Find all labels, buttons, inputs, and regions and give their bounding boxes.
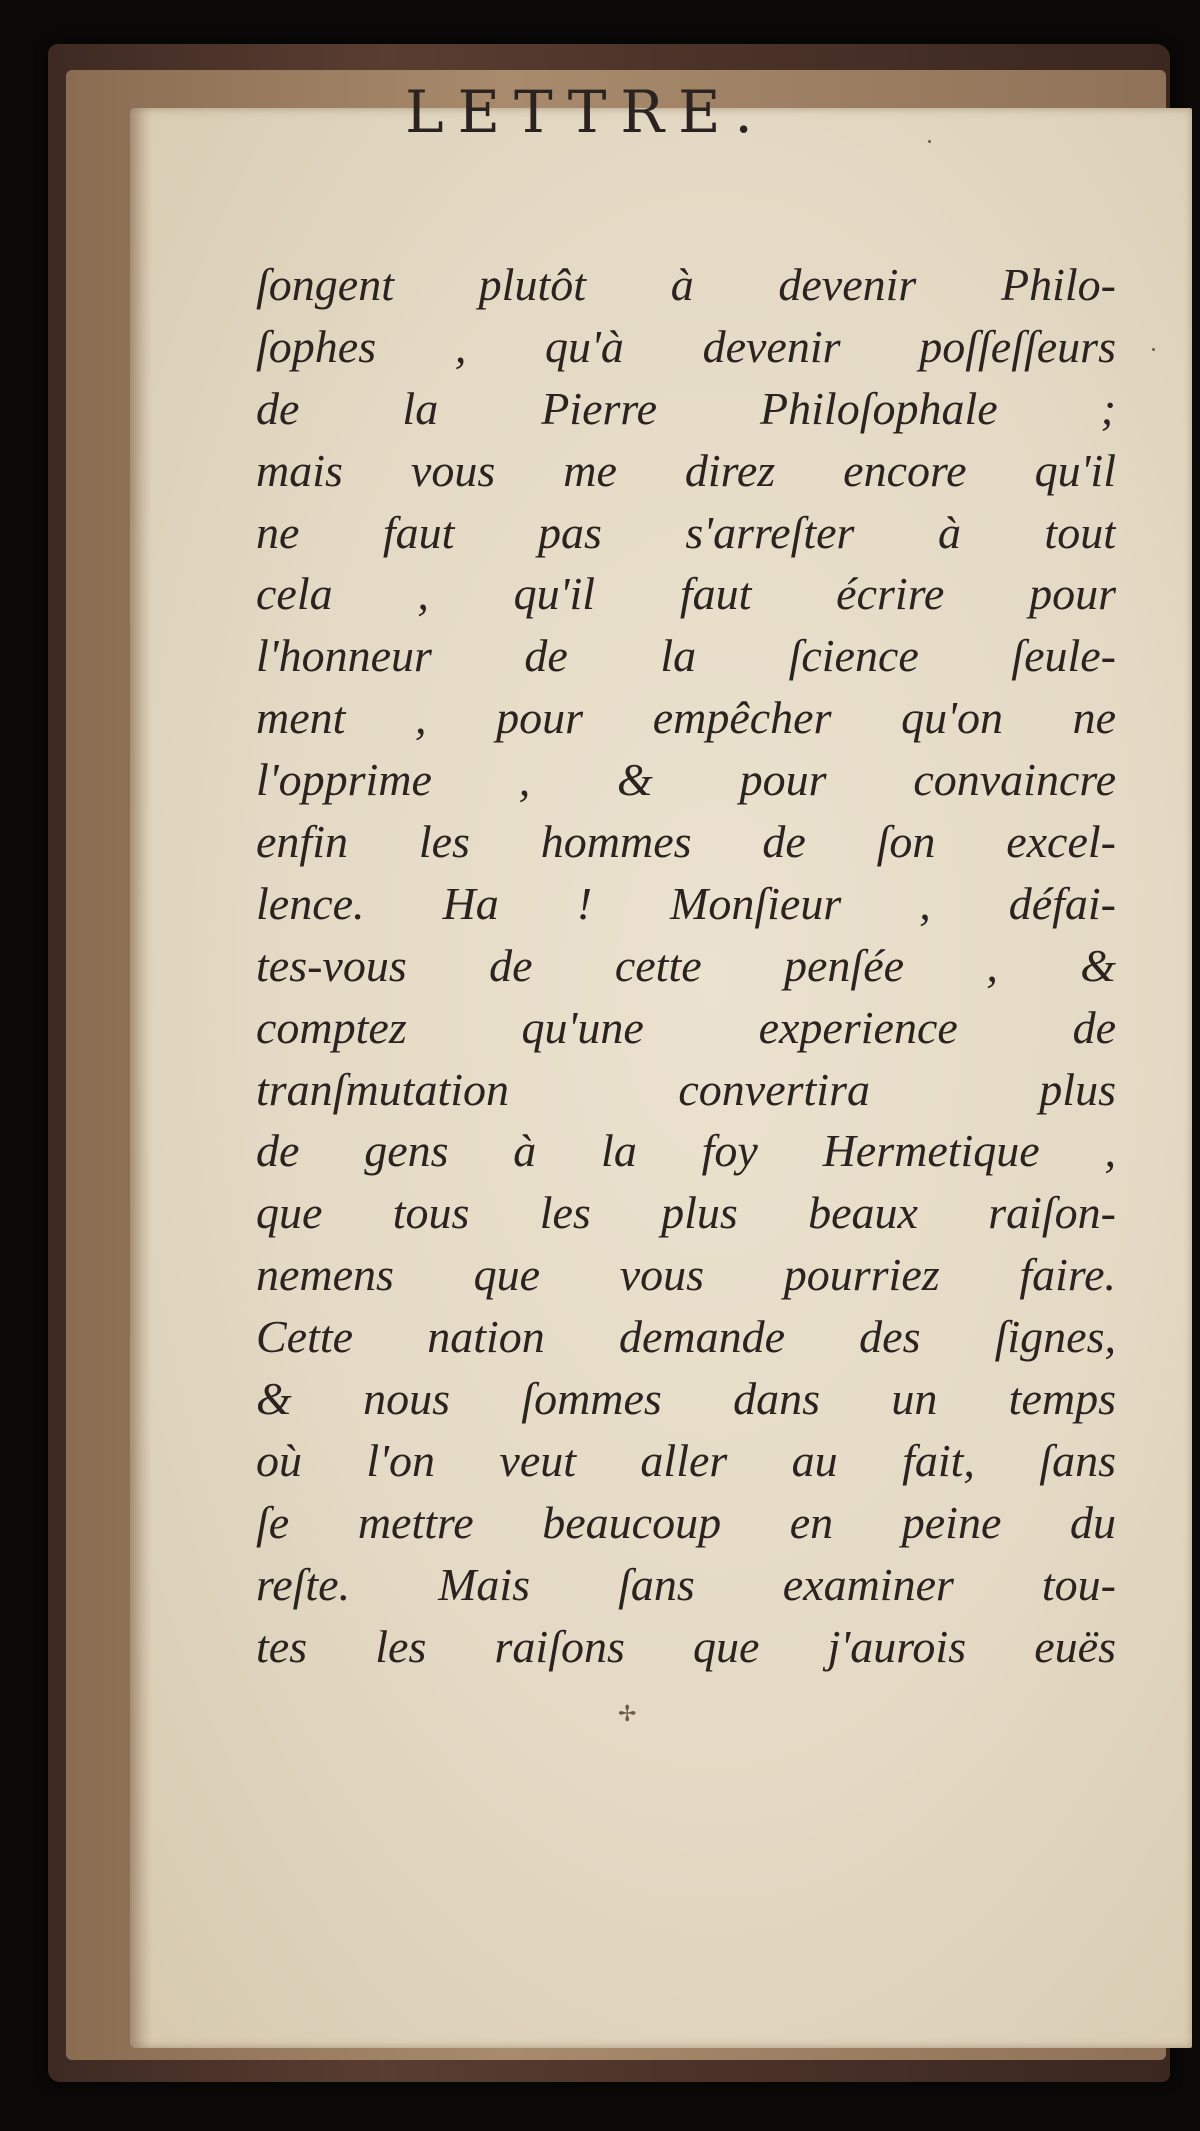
text-line: mais vous me direz encore qu'il bbox=[256, 444, 1116, 496]
text-line: ſe mettre beaucoup en peine du bbox=[256, 1496, 1116, 1548]
page-text bbox=[256, 254, 1116, 1677]
text-line: cela , qu'il faut écrire pour bbox=[256, 568, 1116, 620]
text-line: ment , pour empêcher qu'on ne bbox=[256, 692, 1116, 744]
ink-speck bbox=[928, 140, 931, 143]
text-line: lence. Ha ! Monſieur , défai- bbox=[256, 877, 1116, 929]
text-line: que tous les plus beaux raiſon- bbox=[256, 1187, 1116, 1239]
ornament-mark: ✢ bbox=[618, 1702, 637, 1727]
text-line: Cette nation demande des ſignes, bbox=[256, 1311, 1116, 1363]
text-line: tes les raiſons que j'aurois euës bbox=[256, 1620, 1116, 1672]
text-line: reſte. Mais ſans examiner tou- bbox=[256, 1558, 1116, 1610]
text-line: où l'on veut aller au fait, ſans bbox=[256, 1434, 1116, 1486]
text-line: nemens que vous pourriez faire. bbox=[256, 1249, 1116, 1301]
gutter-shadow bbox=[130, 108, 152, 2048]
ink-speck bbox=[1152, 348, 1155, 351]
text-line: enfin les hommes de ſon excel- bbox=[256, 816, 1116, 868]
text-line: ſophes , qu'à devenir poſſeſſeurs bbox=[256, 320, 1116, 372]
text-line: de la Pierre Philoſophale ; bbox=[256, 382, 1116, 434]
running-head: LETTRE. bbox=[405, 78, 767, 146]
text-line: l'honneur de la ſcience ſeule- bbox=[256, 630, 1116, 682]
text-line: tranſmutation convertira plus bbox=[256, 1063, 1116, 1115]
text-line: tes-vous de cette penſée , & bbox=[256, 939, 1116, 991]
text-line: & nous ſommes dans un temps bbox=[256, 1373, 1116, 1425]
text-line: comptez qu'une experience de bbox=[256, 1001, 1116, 1053]
text-line: de gens à la foy Hermetique , bbox=[256, 1125, 1116, 1177]
text-line: ne faut pas s'arreſter à tout bbox=[256, 506, 1116, 558]
text-line: l'opprime , & pour convaincre bbox=[256, 754, 1116, 806]
text-line: ſongent plutôt à devenir Philo- bbox=[256, 259, 1116, 310]
